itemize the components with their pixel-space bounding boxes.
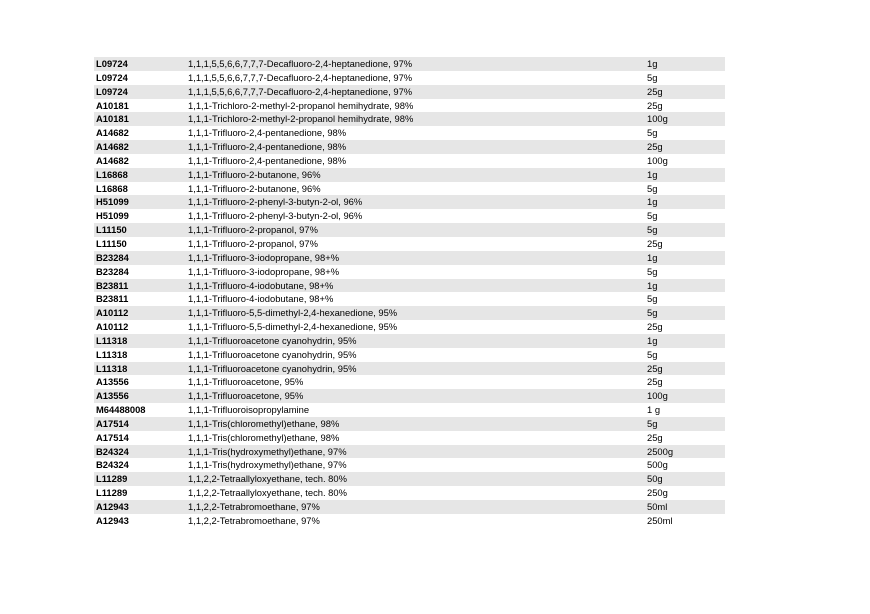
product-name: 1,1,1-Trifluoro-3-iodopropane, 98+% (188, 251, 340, 263)
table-row (94, 154, 725, 168)
catalog-number: L11289 (96, 487, 128, 499)
pack-size: 250ml (647, 514, 673, 526)
table-row (94, 182, 725, 196)
product-name: 1,1,1-Trifluoroacetone, 95% (188, 376, 304, 388)
pack-size: 1 g (647, 404, 661, 416)
product-name: 1,1,1-Trifluoroacetone, 95% (188, 390, 304, 402)
product-name: 1,1,1-Trifluoro-2,4-pentanedione, 98% (188, 127, 347, 139)
pack-size: 5g (647, 127, 658, 139)
catalog-number: B24324 (96, 445, 129, 457)
pack-size: 25g (647, 362, 663, 374)
table-row (94, 417, 725, 431)
product-name: 1,1,1-Trifluoro-2-propanol, 97% (188, 224, 318, 236)
product-name: 1,1,1-Trifluoro-4-iodobutane, 98+% (188, 279, 334, 291)
table-row (94, 403, 725, 417)
table-row (94, 168, 725, 182)
pack-size: 1g (647, 58, 658, 69)
product-name: 1,1,2,2-Tetraallyloxyethane, tech. 80% (188, 473, 347, 485)
product-name: 1,1,1-Trifluoro-2,4-pentanedione, 98% (188, 154, 347, 166)
table-row (94, 223, 725, 237)
pack-size: 500g (647, 459, 668, 471)
product-name: 1,1,1-Trifluoro-2-phenyl-3-butyn-2-ol, 96% (188, 196, 363, 208)
pack-size: 5g (647, 293, 658, 305)
pack-size: 1g (647, 168, 658, 180)
table-row (94, 320, 725, 334)
product-name: 1,1,2,2-Tetrabromoethane, 97% (188, 514, 320, 526)
product-name: 1,1,1-Trichloro-2-methyl-2-propanol hemihydrate, 98% (188, 113, 414, 125)
catalog-number: L11150 (96, 224, 127, 236)
table-row (94, 265, 725, 279)
pack-size: 25g (647, 376, 663, 388)
product-name: 1,1,1-Trifluoroisopropylamine (188, 404, 310, 416)
pack-size: 5g (647, 71, 658, 83)
pack-size: 100g (647, 390, 668, 402)
catalog-number: B23284 (96, 251, 129, 263)
pack-size: 2500g (647, 445, 674, 457)
pack-size: 25g (647, 141, 663, 153)
product-name: 1,1,1-Trichloro-2-methyl-2-propanol hemihydrate, 98% (188, 99, 414, 111)
table-row (94, 126, 725, 140)
table-row (94, 348, 725, 362)
pack-size: 100g (647, 154, 668, 166)
table-row (94, 445, 725, 459)
catalog-number: A10181 (96, 99, 129, 111)
table-row (94, 389, 725, 403)
product-name: 1,1,2,2-Tetrabromoethane, 97% (188, 501, 320, 512)
catalog-number: A12943 (96, 514, 129, 526)
table-row (94, 251, 725, 265)
catalog-number: L11150 (96, 237, 127, 249)
product-name: 1,1,1-Trifluoro-4-iodobutane, 98+% (188, 293, 334, 305)
catalog-number: B24324 (96, 459, 129, 471)
catalog-number: A14682 (96, 141, 129, 153)
product-name: 1,1,1-Trifluoro-2-butanone, 96% (188, 182, 321, 194)
product-name: 1,1,1-Trifluoroacetone cyanohydrin, 95% (188, 334, 357, 346)
catalog-number: A10112 (96, 307, 129, 319)
pack-size: 5g (647, 265, 658, 277)
table-row (94, 195, 725, 209)
product-table (94, 57, 725, 528)
pack-size: 1g (647, 196, 658, 208)
table-row (94, 57, 725, 71)
catalog-number: A17514 (96, 431, 129, 443)
product-name: 1,1,1,5,5,6,6,7,7,7-Decafluoro-2,4-heptanedione, 97% (188, 71, 413, 83)
product-name: 1,1,1-Trifluoro-3-iodopropane, 98+% (188, 265, 340, 277)
pack-size: 25g (647, 99, 663, 111)
catalog-number: A13556 (96, 390, 129, 402)
product-name: 1,1,1-Trifluoro-2,4-pentanedione, 98% (188, 141, 347, 153)
table-row (94, 237, 725, 251)
catalog-number: A14682 (96, 127, 129, 139)
table-row (94, 500, 725, 514)
table-row (94, 99, 725, 113)
pack-size: 50ml (647, 501, 668, 512)
pack-size: 5g (647, 210, 658, 222)
table-row (94, 209, 725, 223)
catalog-number: A17514 (96, 417, 129, 429)
product-name: 1,1,1-Trifluoro-2-propanol, 97% (188, 237, 318, 249)
table-row (94, 279, 725, 293)
pack-size: 1g (647, 334, 658, 346)
product-name: 1,1,1-Trifluoro-2-phenyl-3-butyn-2-ol, 96% (188, 210, 363, 222)
catalog-number: A10181 (96, 113, 129, 125)
catalog-number: A12943 (96, 501, 129, 512)
table-row (94, 85, 725, 99)
pack-size: 1g (647, 279, 658, 291)
product-name: 1,1,1,5,5,6,6,7,7,7-Decafluoro-2,4-heptanedione, 97% (188, 58, 413, 69)
table-row (94, 71, 725, 85)
pack-size: 5g (647, 417, 658, 429)
product-name: 1,1,1,5,5,6,6,7,7,7-Decafluoro-2,4-heptanedione, 97% (188, 85, 413, 97)
table-row (94, 334, 725, 348)
table-row (94, 362, 725, 376)
catalog-number: L09724 (96, 71, 128, 83)
pack-size: 1g (647, 251, 658, 263)
catalog-number: M64488008 (96, 404, 146, 416)
product-name: 1,1,2,2-Tetraallyloxyethane, tech. 80% (188, 487, 347, 499)
catalog-number: B23811 (96, 279, 129, 291)
product-name: 1,1,1-Tris(chloromethyl)ethane, 98% (188, 431, 340, 443)
pack-size: 5g (647, 182, 658, 194)
product-name: 1,1,1-Trifluoro-5,5-dimethyl-2,4-hexanedione, 95% (188, 321, 398, 333)
product-name: 1,1,1-Trifluoro-5,5-dimethyl-2,4-hexanedione, 95% (188, 307, 398, 319)
product-name: 1,1,1-Trifluoroacetone cyanohydrin, 95% (188, 348, 357, 360)
catalog-number: L11318 (96, 334, 128, 346)
catalog-number: L09724 (96, 85, 128, 97)
catalog-number: L16868 (96, 182, 128, 194)
product-name: 1,1,1-Tris(hydroxymethyl)ethane, 97% (188, 459, 347, 471)
product-name: 1,1,1-Trifluoroacetone cyanohydrin, 95% (188, 362, 357, 374)
pack-size: 25g (647, 321, 663, 333)
table-row (94, 458, 725, 472)
pack-size: 5g (647, 224, 658, 236)
product-name: 1,1,1-Trifluoro-2-butanone, 96% (188, 168, 321, 180)
product-name: 1,1,1-Tris(chloromethyl)ethane, 98% (188, 417, 340, 429)
table-row (94, 472, 725, 486)
table-row (94, 514, 725, 528)
table-row (94, 375, 725, 389)
pack-size: 25g (647, 85, 663, 97)
table-row (94, 140, 725, 154)
pack-size: 5g (647, 307, 658, 319)
catalog-number: B23284 (96, 265, 129, 277)
catalog-number: H51099 (96, 210, 129, 222)
pack-size: 5g (647, 348, 658, 360)
catalog-number: A10112 (96, 321, 129, 333)
catalog-number: A14682 (96, 154, 129, 166)
pack-size: 100g (647, 113, 668, 125)
catalog-number: L16868 (96, 168, 128, 180)
catalog-number: L11318 (96, 362, 128, 374)
catalog-number: A13556 (96, 376, 129, 388)
table-row (94, 306, 725, 320)
table-row (94, 431, 725, 445)
pack-size: 25g (647, 431, 663, 443)
pack-size: 25g (647, 237, 663, 249)
pack-size: 250g (647, 487, 668, 499)
table-row (94, 486, 725, 500)
catalog-number: L09724 (96, 58, 128, 69)
pack-size: 50g (647, 473, 663, 485)
table-row (94, 112, 725, 126)
catalog-number: B23811 (96, 293, 129, 305)
product-name: 1,1,1-Tris(hydroxymethyl)ethane, 97% (188, 445, 347, 457)
catalog-number: L11318 (96, 348, 128, 360)
catalog-number: H51099 (96, 196, 129, 208)
catalog-number: L11289 (96, 473, 128, 485)
table-row (94, 292, 725, 306)
